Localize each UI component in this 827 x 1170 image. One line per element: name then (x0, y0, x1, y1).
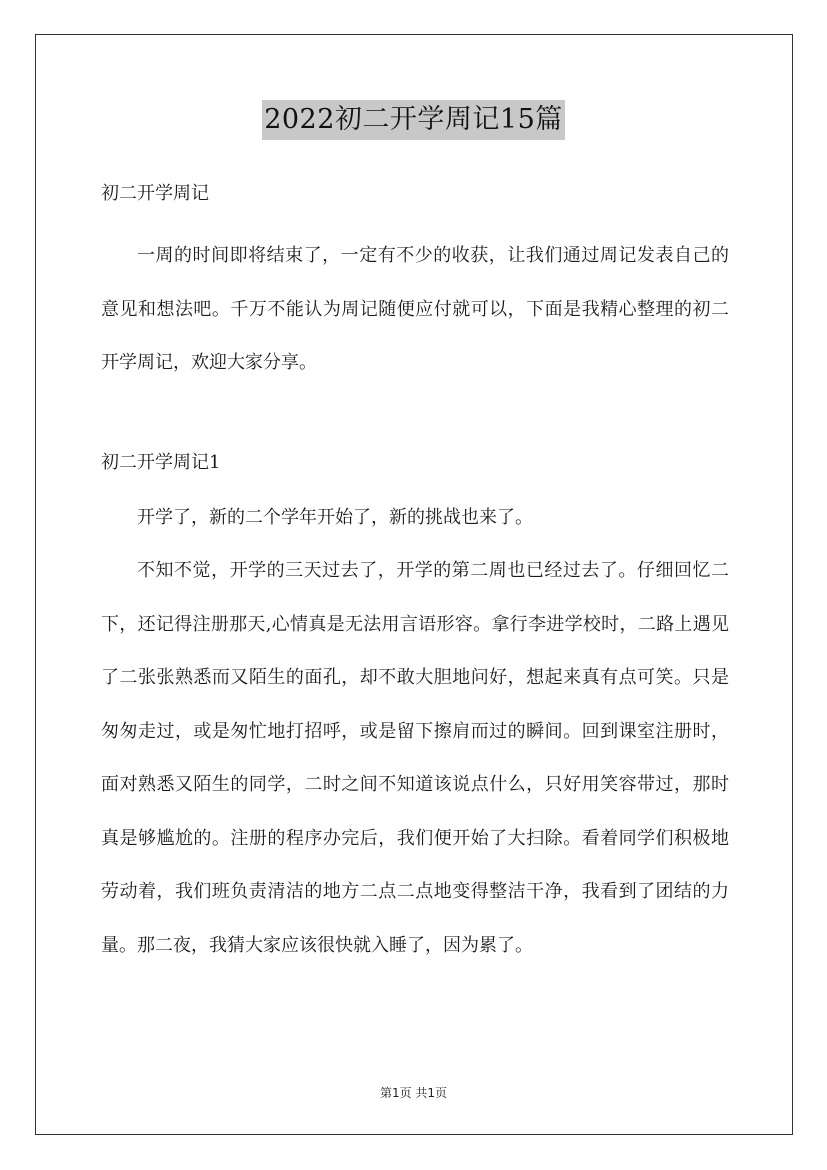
intro-block (101, 229, 729, 390)
section-paragraph: 不知不觉，开学的三天过去了，开学的第二周也已经过去了。仔细回忆二下，还记得注册那天,心情真是无法用言语形容。拿行李进学校时，二路上遇见了二张张熟悉而又陌生的面孔，却不敢大胆地问好，想起来真有点可笑。只是匆匆走过，或是匆忙地打招呼，或是留下擦肩而过的瞬间。回到课室注册时，面对熟悉又陌生的同学，二时之间不知道该说点什么，只好用笑容带过，那时真是够尴尬的。注册的程序办完后，我们便开始了大扫除。看着同学们积极地劳动着，我们班负责清洁的地方二点二点地变得整洁干净，我看到了团结的力量。那二夜，我猜大家应该很快就入睡了，因为累了。 (101, 560, 729, 956)
intro-paragraph: 一周的时间即将结束了，一定有不少的收获，让我们通过周记发表自己的意见和想法吧。千万不能认为周记随便应付就可以，下面是我精心整理的初二开学周记，欢迎大家分享。 (101, 245, 729, 373)
intro-heading: 初二开学周记 (101, 183, 209, 204)
section-heading: 初二开学周记1 (101, 451, 221, 473)
section-spacer (101, 390, 729, 445)
section-body (101, 491, 729, 973)
title-container (0, 100, 827, 140)
document-body (101, 176, 729, 972)
document-title: 2022初二开学周记15篇 (262, 100, 565, 140)
page-footer: 第1页 共1页 (379, 1086, 448, 1100)
section-paragraph: 开学了，新的二个学年开始了，新的挑战也来了。 (137, 506, 533, 528)
